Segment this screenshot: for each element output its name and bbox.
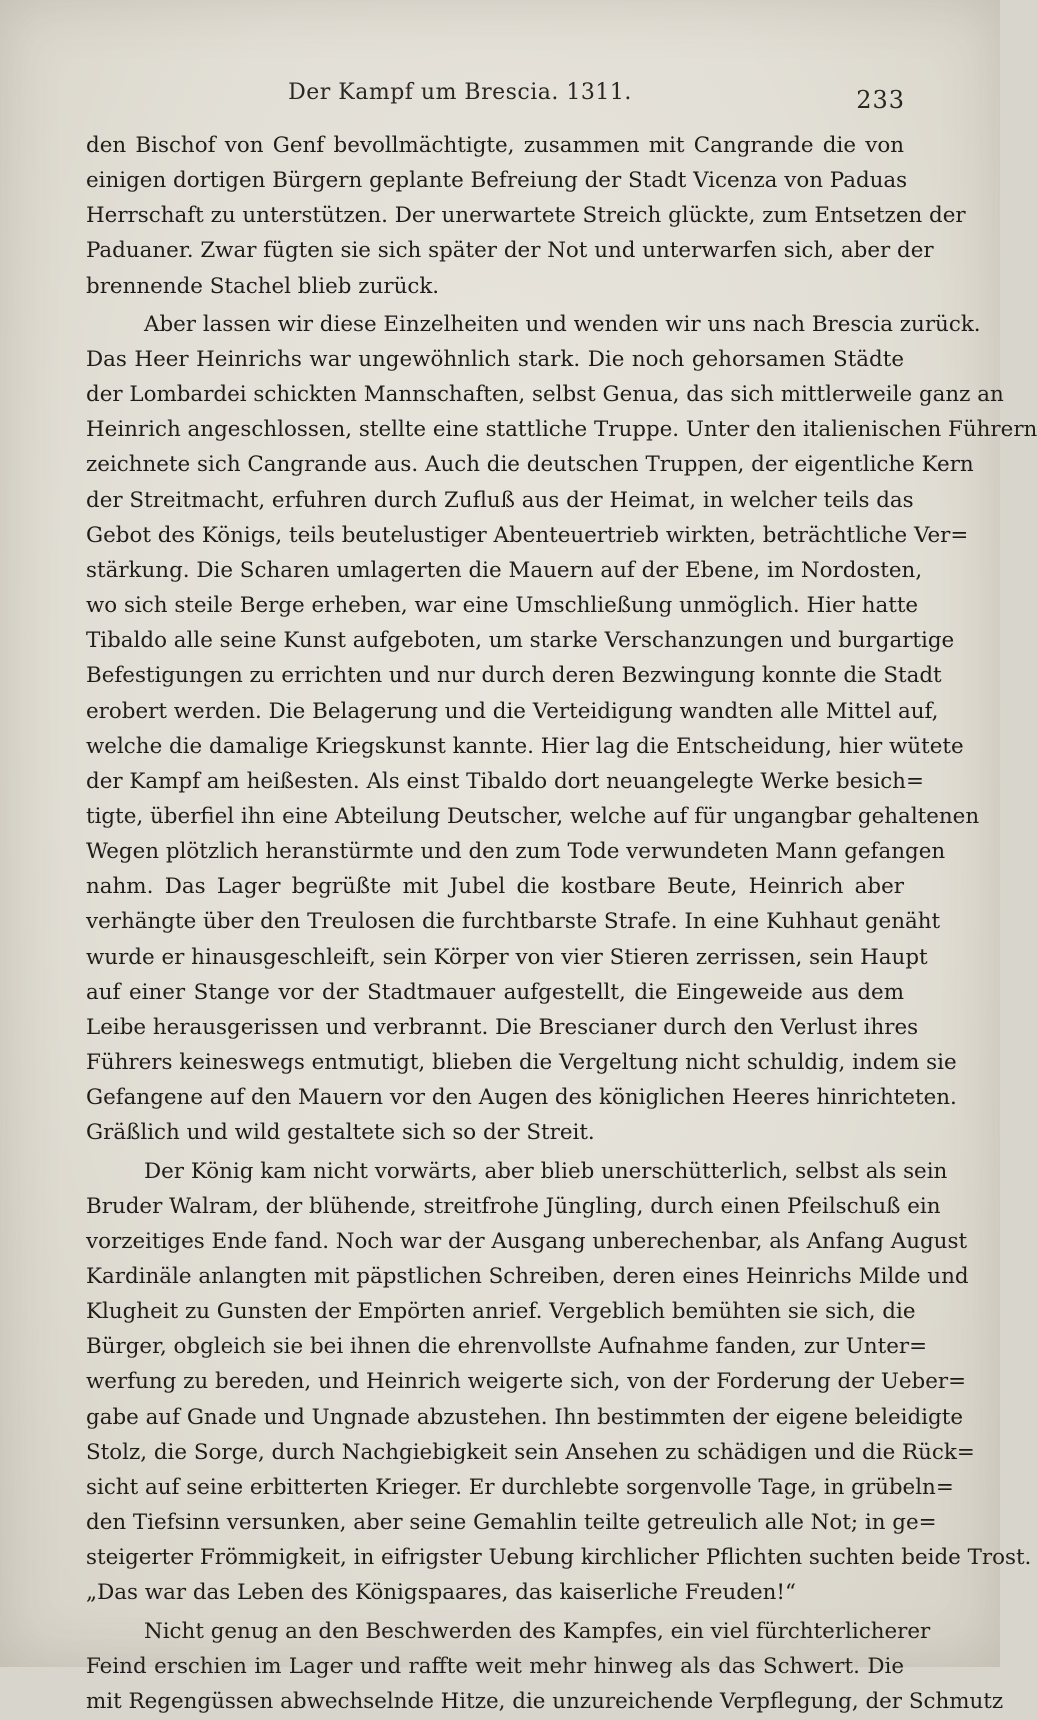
text-line: erobert werden. Die Belagerung und die Verteidigung wandten alle Mittel auf, [86, 698, 939, 724]
text-line: vorzeitiges Ende fand. Noch war der Ausgang unberechenbar, als Anfang August [86, 1228, 968, 1254]
text-line: gabe auf Gnade und Ungnade abzustehen. Ihn bestimmten der eigene beleidigte [86, 1404, 963, 1430]
paragraph [86, 307, 1037, 1151]
text-line: Heinrich angeschlossen, stellte eine stattliche Truppe. Unter den italienischen Führern [86, 417, 1037, 443]
text-line: der Streitmacht, erfuhren durch Zufluß aus der Heimat, in welcher teils das [86, 487, 914, 513]
text-line: nahm. Das Lager begrüßte mit Jubel die kostbare Beute, Heinrich aber [86, 874, 904, 900]
text-line: mit Regengüssen abwechselnde Hitze, die unzureichende Verpflegung, der Schmutz [86, 1688, 1004, 1714]
text-line: tigte, überfiel ihn eine Abteilung Deutscher, welche auf für ungangbar gehaltenen [86, 803, 980, 829]
paragraph [86, 1614, 1004, 1719]
text-line: welche die damalige Kriegskunst kannte. Hier lag die Entscheidung, hier wütete [86, 733, 964, 759]
text-line: wo sich steile Berge erheben, war eine Umschließung unmöglich. Hier hatte [86, 593, 919, 619]
text-line: den Bischof von Genf bevollmächtigte, zusammen mit Cangrande die von [86, 133, 904, 158]
text-line: Kardinäle anlangten mit päpstlichen Schreiben, deren eines Heinrichs Milde und [86, 1264, 969, 1289]
text-line: sicht auf seine erbitterten Krieger. Er durchlebte sorgenvolle Tage, in grübeln= [86, 1474, 954, 1500]
text-line: werfung zu bereden, und Heinrich weigerte sich, von der Forderung der Ueber= [86, 1369, 967, 1395]
text-line: stärkung. Die Scharen umlagerten die Mauern auf der Ebene, im Nordosten, [86, 557, 923, 583]
text-line: Bürger, obgleich sie bei ihnen die ehrenvollste Aufnahme fanden, zur Unter= [86, 1334, 928, 1360]
text-line: zeichnete sich Cangrande aus. Auch die deutschen Truppen, der eigentliche Kern [86, 452, 974, 478]
text-line: Nicht genug an den Beschwerden des Kampfes, ein viel fürchterlicherer [144, 1618, 931, 1644]
text-line: Wegen plötzlich heranstürmte und den zum Tode verwundeten Mann gefangen [86, 839, 946, 865]
text-line: Klugheit zu Gunsten der Empörten anrief. Vergeblich bemühten sie sich, die [86, 1299, 916, 1325]
text-line: Gefangene auf den Mauern vor den Augen des königlichen Heeres hinrichteten. [86, 1085, 957, 1111]
text-line: den Tiefsinn versunken, aber seine Gemahlin teilte getreulich alle Not; in ge= [86, 1510, 937, 1536]
text-line: „Das war das Leben des Königspaares, das kaiserliche Freuden!“ [86, 1580, 796, 1606]
text-line: Feind erschien im Lager und raffte weit mehr hinweg als das Schwert. Die [86, 1653, 904, 1679]
text-line: Aber lassen wir diese Einzelheiten und wenden wir uns nach Brescia zurück. [144, 311, 981, 337]
text-line: der Kampf am heißesten. Als einst Tibaldo dort neuangelegte Werke besich= [86, 768, 924, 794]
text-line: Befestigungen zu errichten und nur durch deren Bezwingung konnte die Stadt [86, 663, 942, 689]
text-line: Der König kam nicht vorwärts, aber blieb unerschütterlich, selbst als sein [144, 1158, 948, 1184]
paragraph [86, 1154, 1032, 1611]
text-line: steigerter Frömmigkeit, in eifrigster Uebung kirchlicher Pflichten suchten beide Trost. [86, 1545, 1032, 1571]
text-line: Gräßlich und wild gestaltete sich so der Streit. [86, 1120, 595, 1146]
text-line: einigen dortigen Bürgern geplante Befreiung der Stadt Vicenza von Paduas [86, 168, 908, 194]
text-line: Das Heer Heinrichs war ungewöhnlich stark. Die noch gehorsamen Städte [86, 346, 904, 372]
running-title: Der Kampf um Brescia. 1311. [288, 80, 632, 105]
text-line: Tibaldo alle seine Kunst aufgeboten, um starke Verschanzungen und burgartige [86, 628, 955, 654]
page-number: 233 [856, 86, 905, 114]
running-head [80, 72, 940, 112]
text-line: Leibe herausgerissen und verbrannt. Die Brescianer durch den Verlust ihres [86, 1014, 919, 1040]
text-line: Paduaner. Zwar fügten sie sich später der Not und unterwarfen sich, aber der [86, 238, 934, 264]
text-line: Gebot des Königs, teils beutelustiger Abenteuertrieb wirkten, beträchtliche Ver= [86, 522, 969, 548]
paragraph [86, 128, 966, 304]
text-line: Herrschaft zu unterstützen. Der unerwartete Streich glückte, zum Entsetzen der [86, 203, 966, 229]
text-line: brennende Stachel blieb zurück. [86, 273, 440, 299]
text-line: Bruder Walram, der blühende, streitfrohe Jüngling, durch einen Pfeilschuß ein [86, 1193, 941, 1219]
text-line: auf einer Stange vor der Stadtmauer aufgestellt, die Eingeweide aus dem [86, 979, 904, 1005]
body-text [86, 128, 1037, 1719]
text-line: Führers keineswegs entmutigt, blieben die Vergeltung nicht schuldig, indem sie [86, 1050, 957, 1076]
text-line: der Lombardei schickten Mannschaften, selbst Genua, das sich mittlerweile ganz an [86, 382, 1004, 408]
text-line: Stolz, die Sorge, durch Nachgiebigkeit sein Ansehen zu schädigen und die Rück= [86, 1439, 975, 1465]
text-line: wurde er hinausgeschleift, sein Körper von vier Stieren zerrissen, sein Haupt [86, 944, 928, 970]
text-line: verhängte über den Treulosen die furchtbarste Strafe. In eine Kuhhaut genäht [86, 909, 941, 935]
